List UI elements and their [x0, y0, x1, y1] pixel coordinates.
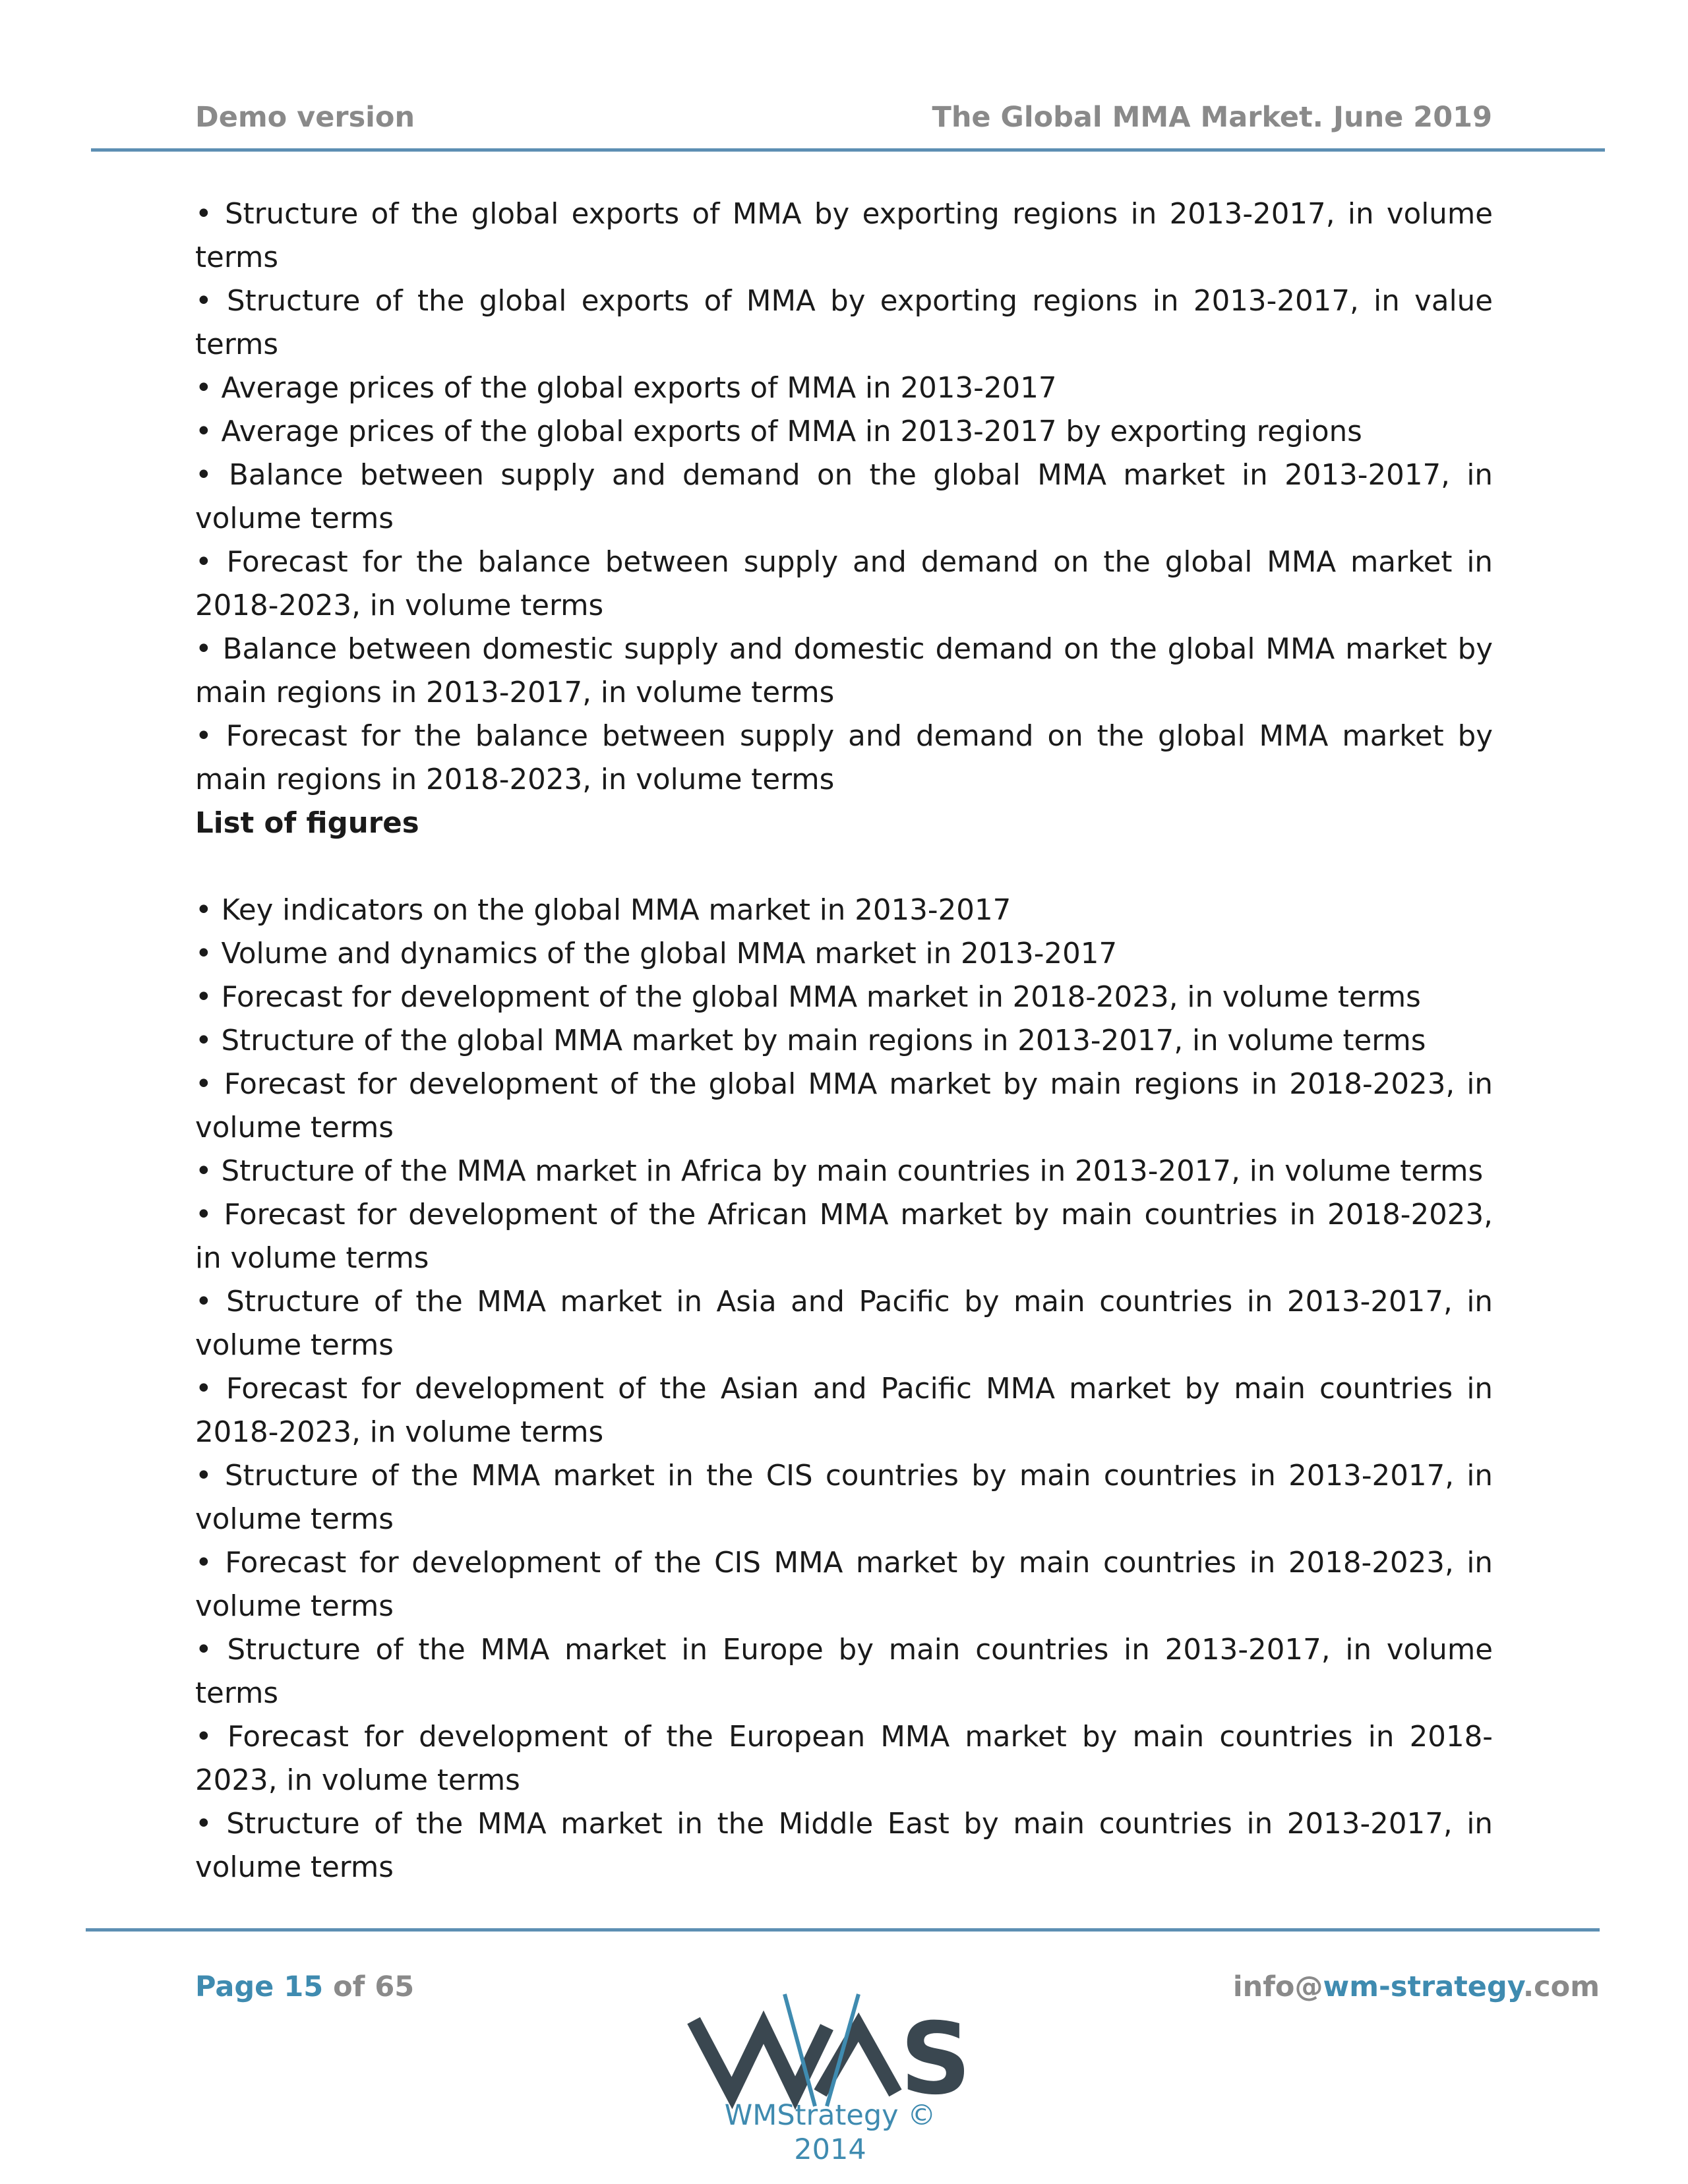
list-item: • Key indicators on the global MMA market in 2013-2017 — [195, 894, 1011, 927]
logo-caption: WMStrategy © 2014 — [724, 2099, 936, 2166]
list-item: • Forecast for development of the African MMA market by main countries in 2018-2023, in volume terms — [195, 1198, 1493, 1275]
contact-email[interactable] — [1233, 1970, 1600, 2004]
list-item: • Structure of the global exports of MMA by exporting regions in 2013-2017, in value terms — [195, 285, 1493, 361]
list-item: • Structure of the MMA market in Africa by main countries in 2013-2017, in volume terms — [195, 1155, 1484, 1188]
list-item: • Volume and dynamics of the global MMA market in 2013-2017 — [195, 937, 1118, 970]
page-label: Page — [195, 1970, 274, 2003]
list-item: • Average prices of the global exports of MMA in 2013-2017 by exporting regions — [195, 415, 1362, 448]
header-divider — [91, 148, 1605, 152]
list-item: • Forecast for development of the CIS MMA market by main countries in 2018-2023, in volume terms — [195, 1547, 1493, 1623]
list-item: • Average prices of the global exports of MMA in 2013-2017 — [195, 372, 1057, 405]
email-user: info@ — [1232, 1970, 1323, 2003]
page-total: 65 — [375, 1970, 415, 2003]
header-document-status: Demo version — [195, 101, 415, 134]
list-item: • Forecast for development of the global MMA market by main regions in 2018-2023, in volume terms — [195, 1068, 1493, 1144]
page-number — [195, 1970, 414, 2004]
list-item: • Structure of the MMA market in the CIS countries by main countries in 2013-2017, in volume terms — [195, 1460, 1493, 1536]
email-tld: .com — [1522, 1970, 1600, 2003]
list-item: • Structure of the global MMA market by main regions in 2013-2017, in volume terms — [195, 1024, 1426, 1057]
tables-list — [195, 192, 1493, 802]
list-item: • Structure of the MMA market in Europe by main countries in 2013-2017, in volume terms — [195, 1634, 1493, 1710]
list-item: • Structure of the MMA market in the Middle East by main countries in 2013-2017, in volume terms — [195, 1808, 1493, 1884]
list-item: • Structure of the MMA market in Asia and Pacific by main countries in 2013-2017, in volume terms — [195, 1285, 1493, 1362]
email-domain: wm-strategy — [1323, 1970, 1523, 2003]
list-item: • Forecast for the balance between supply and demand on the global MMA market in 2018-2023, in volume terms — [195, 546, 1493, 622]
logo-letter-s: S — [900, 2002, 972, 2117]
section-heading-list-of-figures: List of figures — [195, 807, 419, 840]
list-item: • Forecast for development of the global MMA market in 2018-2023, in volume terms — [195, 981, 1421, 1014]
wms-logo — [686, 1981, 972, 2117]
list-item: • Balance between supply and demand on the global MMA market in 2013-2017, in volume terms — [195, 459, 1493, 535]
list-item: • Forecast for development of the European MMA market by main countries in 2018-2023, in volume terms — [195, 1721, 1493, 1797]
figures-list — [195, 889, 1493, 1889]
list-item: • Structure of the global exports of MMA by exporting regions in 2013-2017, in volume terms — [195, 198, 1493, 274]
list-item: • Forecast for the balance between supply and demand on the global MMA market by main regions in 2018-2023, in volume terms — [195, 720, 1493, 796]
page-of: of — [333, 1970, 365, 2003]
page-current: 15 — [284, 1970, 324, 2003]
header-report-title: The Global MMA Market. June 2019 — [932, 101, 1492, 134]
list-item: • Balance between domestic supply and domestic demand on the global MMA market by main regions in 2013-2017, in volume terms — [195, 633, 1493, 709]
list-item: • Forecast for development of the Asian and Pacific MMA market by main countries in 2018-2023, in volume terms — [195, 1372, 1493, 1449]
footer-divider — [86, 1928, 1600, 1932]
